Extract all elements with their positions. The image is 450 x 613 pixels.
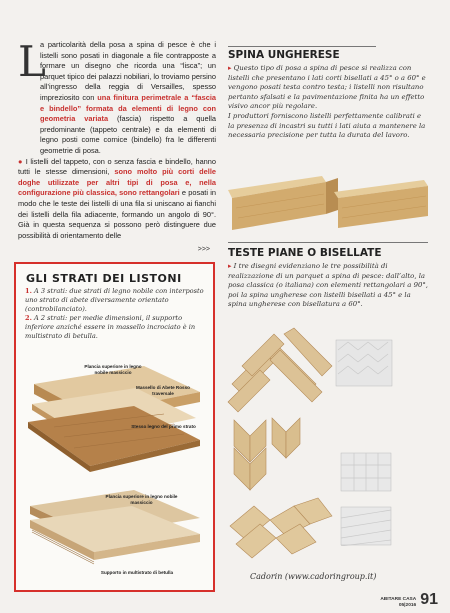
photo-credit: Cadorin (www.cadoringroup.it) — [250, 572, 377, 581]
spina-title: SPINA UNGHERESE — [228, 49, 340, 61]
page-footer — [380, 591, 438, 609]
item-1-text: A 3 strati: due strati di legno nobile con interposto uno strato di abete diversamente orientato (controbilanciato). — [25, 287, 204, 313]
paragraph-1-text: a particolarità della posa a spina di pesce è che i listelli sono posati in diagonale a file contrapposte a formare un disegno che ricorda una “lisca”; un parquet tipico dei palazzi nobiliari, lo troviamo persino all’ingresso della reggia di Versailles, spesso impreziosito con — [40, 40, 216, 102]
label-stesso-legno: Stesso legno del primo strato — [131, 424, 196, 429]
label-supporto: Supporto in multistrato di betulla — [100, 570, 174, 575]
issue-number: 05|2016 — [398, 603, 417, 608]
drop-cap: L — [18, 37, 46, 86]
triangle-icon: ▸ — [228, 64, 232, 72]
paragraph-2-highlight: sono molto più corti delle doghe utilizzate per altri tipi di posa e, nella configurazione più classica, sono rettangolari — [18, 167, 217, 198]
item-2-text: A 2 strati: per medie dimensioni, il supporto inferiore anziché essere in massello incrociato è in multistrato di betulla. — [25, 314, 196, 340]
article-body — [18, 37, 217, 254]
spina-paragraph-2: I produttori forniscono listelli perfettamente calibrati e la presenza di incastri su tutti i lati aiuta a mantenere la necessaria precisione per tutta la durata del lavoro. — [228, 111, 426, 140]
magazine-info — [380, 597, 416, 609]
bullet-icon: ● — [18, 156, 24, 166]
magazine-name: ABITARE CASA — [380, 597, 417, 602]
paragraph-1-highlight: una finitura perimetrale a “fascia e bindello” formata da elementi di legno con geometria variata — [40, 92, 216, 124]
layers-box — [14, 262, 215, 592]
paragraph-1-text-end: (fascia) rispetto a quella predominante (tappeto centrale) e da elementi di legno posti come cornice (bindello) fra le differenti geometrie di posa. — [40, 114, 216, 155]
spina-paragraph-1: Questo tipo di posa a spina di pesce si realizza con listelli che presentano i lati corti bisellati a 45° o a 60° e vengono posati testa contro testa; i listelli non risultano pertanto sfalsati e la pavimentazione finita ha un effetto visivo ancor più regolare. — [228, 64, 426, 111]
item-2-number: 2. — [25, 314, 32, 322]
teste-title: TESTE PIANE O BISELLATE — [228, 247, 382, 259]
three-layer-board-image — [24, 362, 204, 472]
label-top-plank: Plancia superiore in legno nobile massiccio — [84, 364, 142, 375]
hungarian-45-thumbnail — [340, 452, 392, 492]
box-text — [25, 287, 204, 341]
label-abete: Massello di Abete Rosso traversale — [136, 385, 190, 396]
paragraph-2-text-end: e posati in modo che le teste dei listelli di una fila si uniscano ai fianchi dei listelli della fila adiacente, formando un angolo di 90°. Già in questa sequenza si possono però distinguere due possibilità di orientamento delle — [18, 188, 216, 240]
paragraph-1 — [18, 37, 216, 157]
item-1-number: 1. — [25, 287, 32, 295]
page-number: 91 — [420, 591, 438, 608]
hungarian-60-thumbnail — [340, 506, 392, 546]
paragraph-2 — [18, 157, 216, 242]
spina-text — [228, 64, 428, 141]
bevelled-planks-image — [226, 170, 432, 236]
paragraph-2-text: I listelli del tappeto, con o senza fascia e bindello, hanno tutti le stesse dimensioni, — [18, 156, 217, 177]
triangle-icon-2: ▸ — [228, 262, 232, 270]
teste-text — [228, 262, 428, 310]
section-rule-2 — [228, 242, 428, 243]
article-text — [18, 37, 217, 241]
hungarian-60-image — [224, 496, 344, 568]
section-rule — [228, 46, 376, 47]
box-title: GLI STRATI DEI LISTONI — [26, 272, 182, 285]
classic-herringbone-image — [224, 326, 344, 418]
hungarian-45-image — [224, 412, 344, 498]
continue-marker: >>> — [197, 246, 210, 254]
classic-pattern-thumbnail — [334, 338, 394, 388]
teste-paragraph: I tre disegni evidenziano le tre possibilità di realizzazione di un parquet a spina di pesce: dall’alto, la posa classica (o italiana) con elementi rettangolari a 90°, poi la spina ungherese con listelli bisellati a 45° e la spina ungherese con bisellatura a 60°. — [228, 262, 428, 309]
label-plancia-2: Plancia superiore in legno nobile massiccio — [105, 494, 178, 505]
